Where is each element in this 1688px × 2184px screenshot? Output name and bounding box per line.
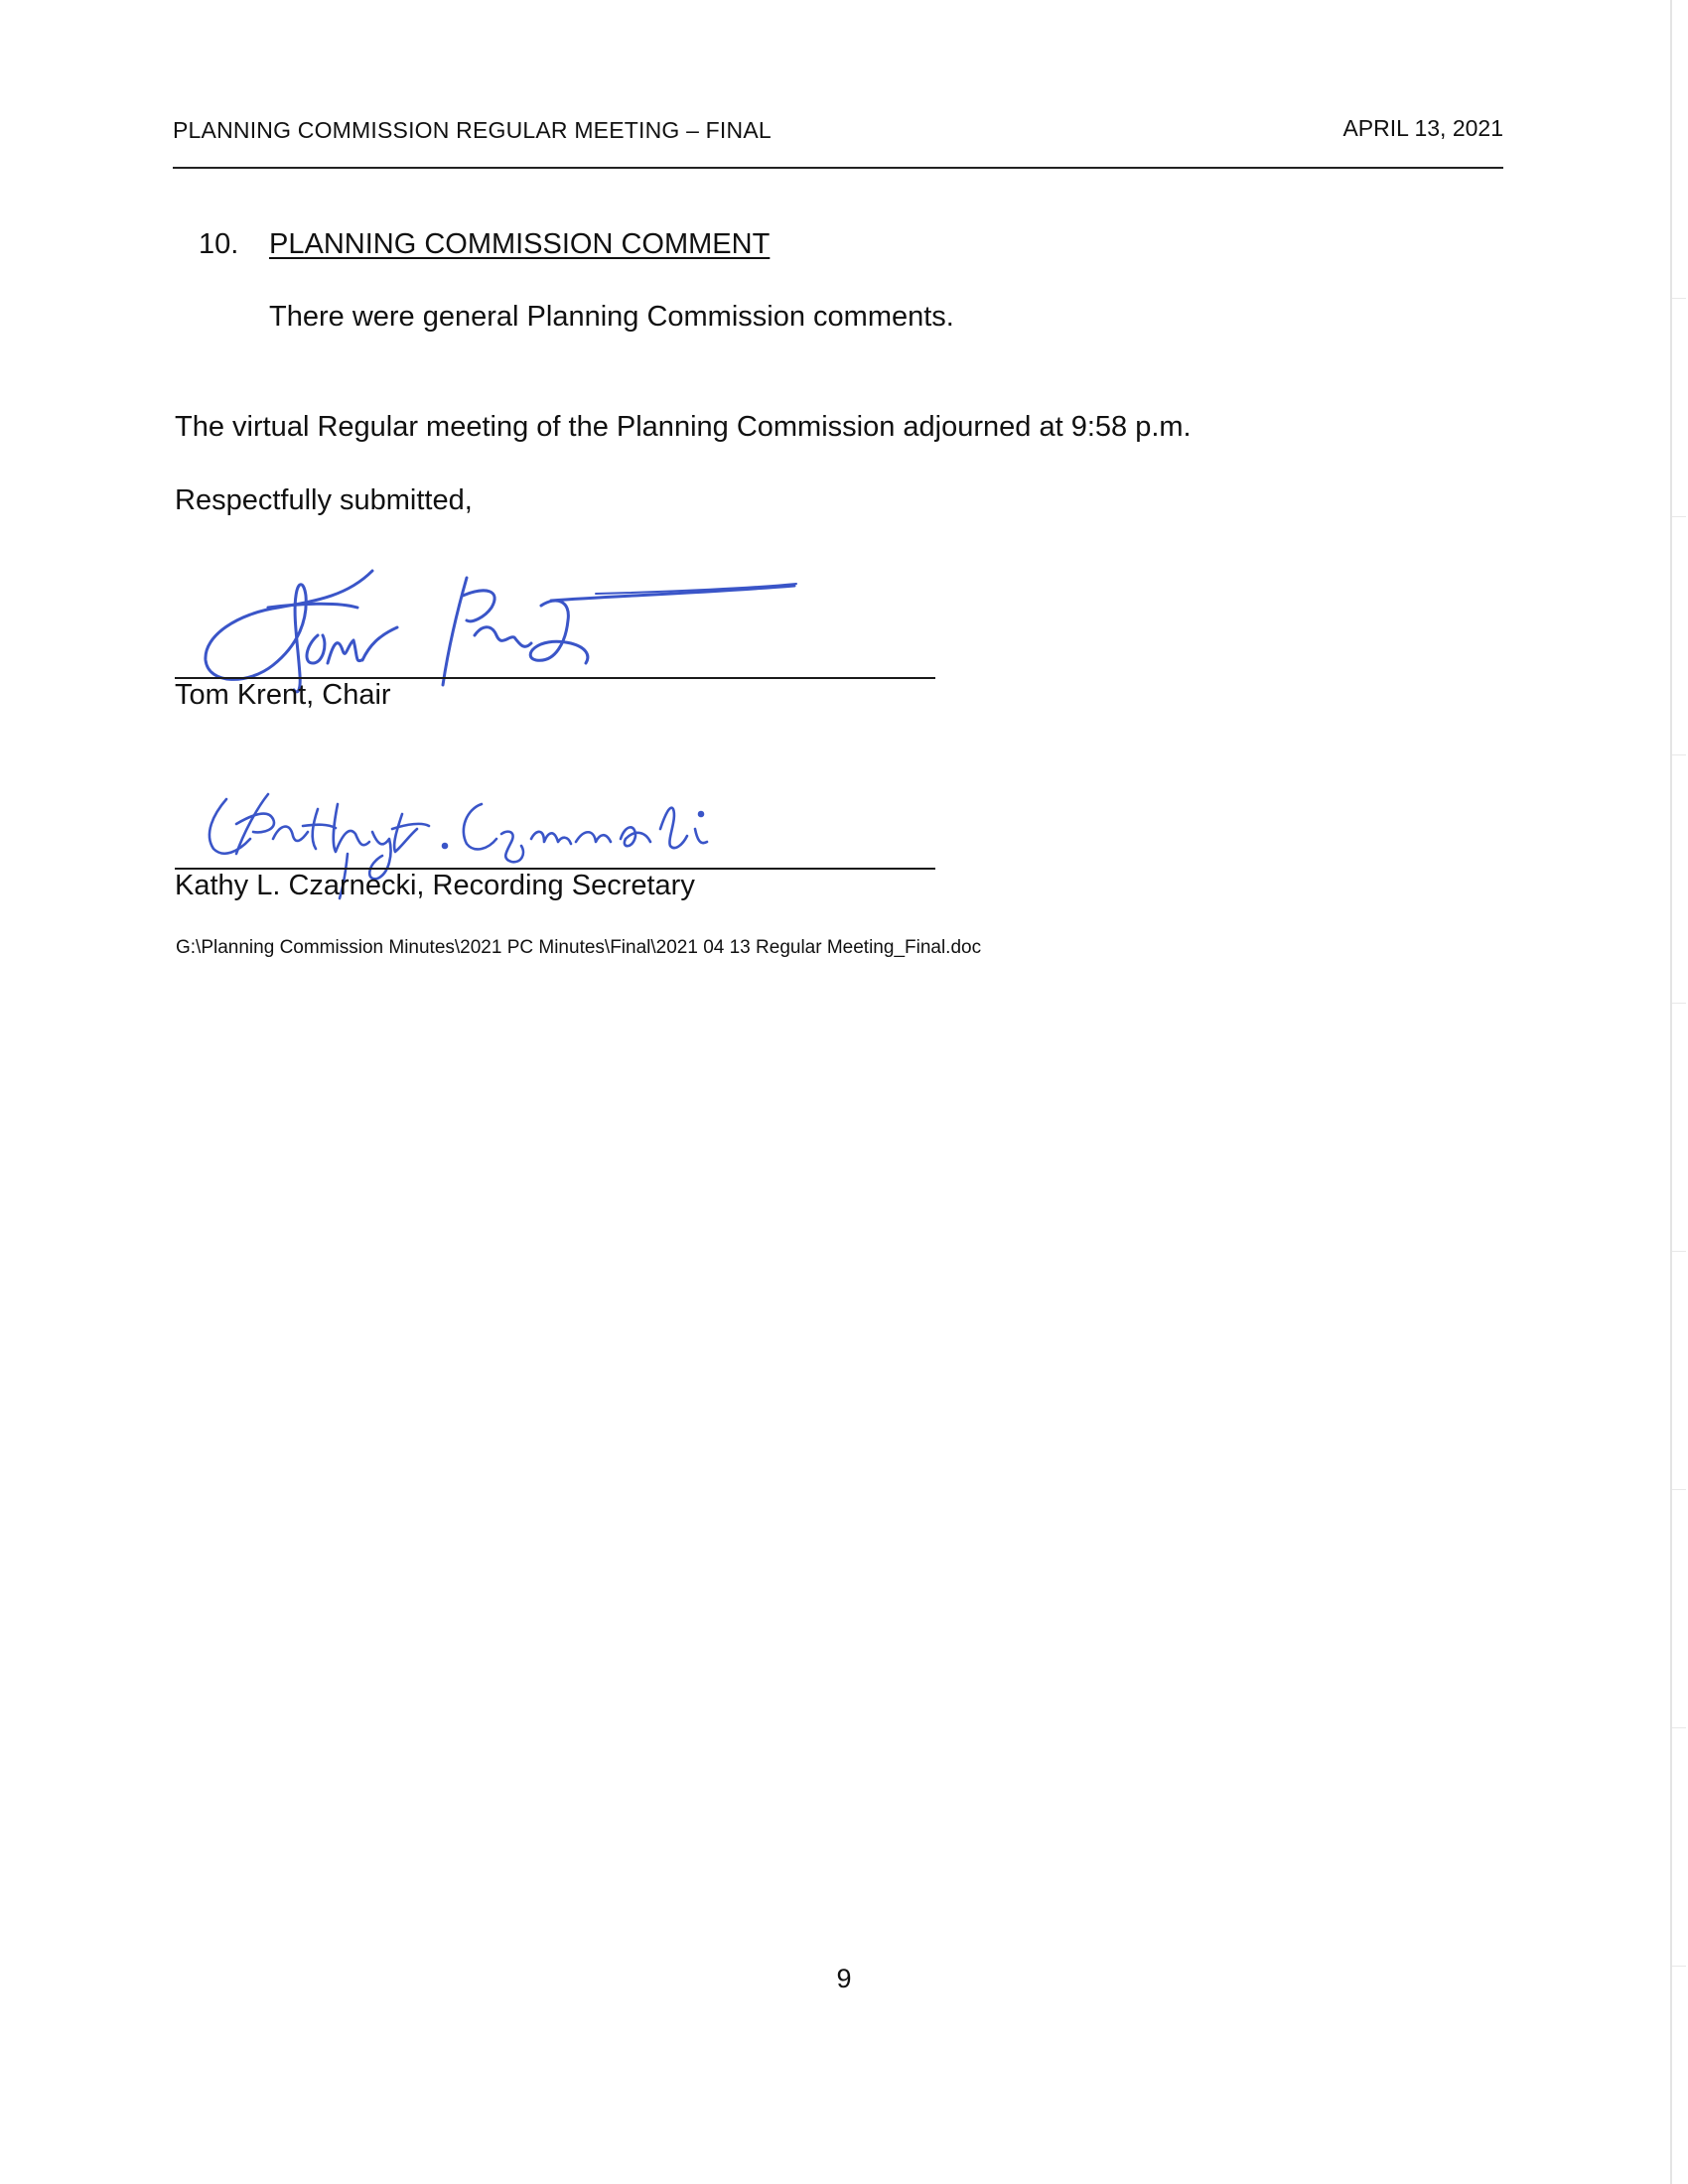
closing-text: Respectfully submitted, xyxy=(175,484,473,516)
section-title: PLANNING COMMISSION COMMENT xyxy=(269,228,771,260)
scan-tick xyxy=(1672,298,1686,299)
scan-tick xyxy=(1672,1003,1686,1004)
file-path: G:\Planning Commission Minutes\2021 PC Minutes\Final\2021 04 13 Regular Meeting_Final.doc xyxy=(176,937,982,958)
scan-tick xyxy=(1672,1489,1686,1490)
scan-tick xyxy=(1672,1251,1686,1252)
section-body: There were general Planning Commission comments. xyxy=(269,301,954,333)
header-title: PLANNING COMMISSION REGULAR MEETING – FINAL xyxy=(173,117,772,143)
header-divider xyxy=(173,167,1503,169)
chair-name: Tom Krent, Chair xyxy=(175,679,391,711)
scan-tick xyxy=(1672,516,1686,517)
header-date: APRIL 13, 2021 xyxy=(1342,115,1503,141)
chair-signature xyxy=(206,571,796,692)
adjournment-text: The virtual Regular meeting of the Planning Commission adjourned at 9:58 p.m. xyxy=(175,411,1192,443)
secretary-name: Kathy L. Czarnecki, Recording Secretary xyxy=(175,870,695,901)
scan-edge xyxy=(1670,0,1672,2184)
scan-tick xyxy=(1672,1727,1686,1728)
section-number: 10. xyxy=(199,228,239,260)
page-number: 9 xyxy=(836,1964,852,1993)
scan-tick xyxy=(1672,754,1686,755)
